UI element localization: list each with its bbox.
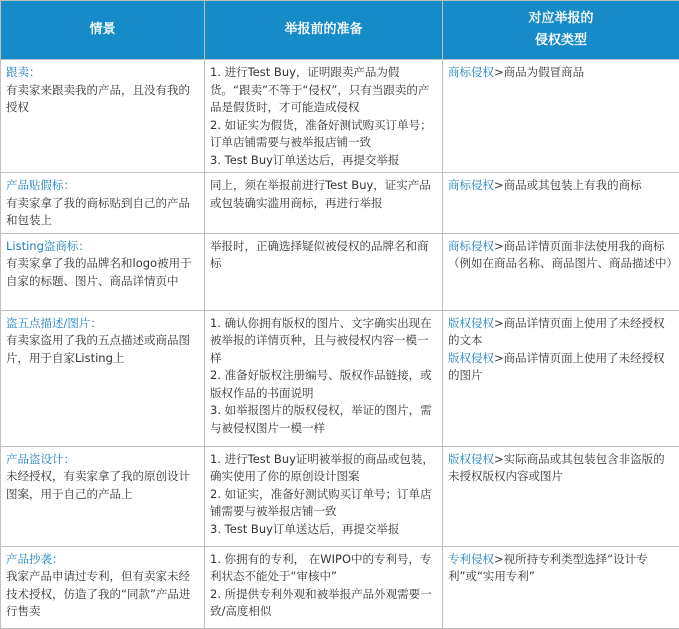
scenario-title: 产品抄袭：: [6, 551, 199, 569]
preparation-step: 1. 确认你拥有版权的图片、文字确实出现在被举报的详情页种，且与被侵权内容一模一样: [210, 315, 437, 368]
report-type-entry: [448, 64, 674, 82]
infringement-type-label: 专利侵权: [448, 552, 494, 566]
scenario-description: 有卖家来跟卖我的产品，且没有我的授权: [6, 82, 199, 117]
report-type-entry: [448, 177, 674, 195]
infringement-type-label: 商标侵权: [448, 178, 494, 192]
preparation-cell: [205, 546, 443, 628]
preparation-step: 3. Test Buy订单送达后，再提交举报: [210, 521, 437, 539]
infringement-type-label: 版权侵权: [448, 351, 494, 365]
infringement-type-detail: >商品详情页面上使用了未经授权的图片: [448, 351, 665, 383]
preparation-step: 2. 如证实为假货，准备好测试购买订单号；订单店铺需要与被举报店铺一致: [210, 117, 437, 152]
preparation-step: 3. 如举报图片的版权侵权，举证的图片，需与被侵权图片一模一样: [210, 402, 437, 437]
scenario-title: 产品盗设计：: [6, 451, 199, 469]
scenario-cell: [1, 173, 205, 234]
header-report-type-line2: 侵权类型: [443, 30, 679, 52]
scenario-cell: [1, 546, 205, 628]
preparation-step: 1. 你拥有的专利， 在WIPO中的专利号，专利状态不能处于“审核中”: [210, 551, 437, 586]
table-row: [1, 173, 679, 234]
preparation-step: 2. 所提供专利外观和被举报产品外观需要一致/高度相似: [210, 586, 437, 621]
scenario-title: 跟卖：: [6, 64, 199, 82]
preparation-step: 同上，须在举报前进行Test Buy，证实产品或包装确实滥用商标，再进行举报: [210, 177, 437, 212]
infringement-type-label: 商标侵权: [448, 65, 494, 79]
table-row: [1, 60, 679, 173]
header-row: [1, 1, 679, 60]
preparation-step: 举报时，正确选择疑似被侵权的品牌名和商标: [210, 238, 437, 273]
report-type-entry: [448, 350, 674, 385]
preparation-cell: [205, 310, 443, 446]
table-row: [1, 446, 679, 546]
infringement-type-detail: >商品详情页面非法使用我的商标（例如在商品名称、商品图片、商品描述中）: [448, 239, 678, 271]
infringement-type-detail: >商品或其包装上有我的商标: [494, 178, 642, 192]
preparation-step: 1. 进行Test Buy，证明跟卖产品为假货。“跟卖”不等于“侵权”，只有当跟卖的产品是假货时，才可能造成侵权: [210, 64, 437, 117]
scenario-title: Listing盗商标：: [6, 238, 199, 256]
preparation-cell: [205, 446, 443, 546]
preparation-step: 3. Test Buy订单送达后，再提交举报: [210, 152, 437, 170]
table-row: [1, 546, 679, 628]
scenario-title: 产品贴假标：: [6, 177, 199, 195]
scenario-cell: [1, 60, 205, 173]
preparation-cell: [205, 233, 443, 310]
report-type-cell: [443, 60, 679, 173]
infringement-type-detail: >实际商品或其包装包含非盗版的未授权版权内容或图片: [448, 452, 665, 484]
scenario-description: 有卖家拿了我的品牌名和logo被用于自家的标题、图片、商品详情页中: [6, 255, 199, 290]
infringement-type-detail: >商品详情页面上使用了未经授权的文本: [448, 316, 665, 348]
report-type-cell: [443, 446, 679, 546]
scenario-cell: [1, 446, 205, 546]
infringement-type-label: 商标侵权: [448, 239, 494, 253]
report-type-entry: [448, 315, 674, 350]
scenario-description: 未经授权，有卖家拿了我的原创设计图案，用于自己的产品上: [6, 468, 199, 503]
report-type-entry: [448, 451, 674, 486]
report-type-entry: [448, 238, 674, 273]
report-type-entry: [448, 551, 674, 586]
table-row: [1, 310, 679, 446]
preparation-step: 2. 准备好版权注册编号、版权作品链接，或版权作品的书面说明: [210, 367, 437, 402]
header-report-type-line1: 对应举报的: [443, 8, 679, 30]
scenario-description: 我家产品申请过专利，但有卖家未经技术授权，仿造了我的“同款”产品进行售卖: [6, 568, 199, 621]
preparation-cell: [205, 173, 443, 234]
header-scenario: 情景: [1, 1, 205, 60]
infringement-type-detail: >视所持专利类型选择“设计专利”或“实用专利”: [448, 552, 648, 584]
infringement-type-label: 版权侵权: [448, 452, 494, 466]
report-type-cell: [443, 310, 679, 446]
scenario-title: 盗五点描述/图片：: [6, 315, 199, 333]
table-row: [1, 233, 679, 310]
preparation-step: 2. 如证实，准备好测试购买订单号；订单店铺需要与被举报店铺一致: [210, 486, 437, 521]
report-type-cell: [443, 233, 679, 310]
preparation-step: 1. 进行Test Buy证明被举报的商品或包装，确实使用了你的原创设计图案: [210, 451, 437, 486]
header-preparation: 举报前的准备: [205, 1, 443, 60]
scenario-cell: [1, 233, 205, 310]
infringement-type-detail: >商品为假冒商品: [494, 65, 584, 79]
infringement-type-label: 版权侵权: [448, 316, 494, 330]
header-report-type: [443, 1, 679, 60]
preparation-cell: [205, 60, 443, 173]
report-type-cell: [443, 546, 679, 628]
scenario-description: 有卖家拿了我的商标贴到自己的产品和包装上: [6, 195, 199, 230]
report-type-cell: [443, 173, 679, 234]
scenario-description: 有卖家盗用了我的五点描述或商品图片，用于自家Listing上: [6, 332, 199, 367]
scenario-cell: [1, 310, 205, 446]
